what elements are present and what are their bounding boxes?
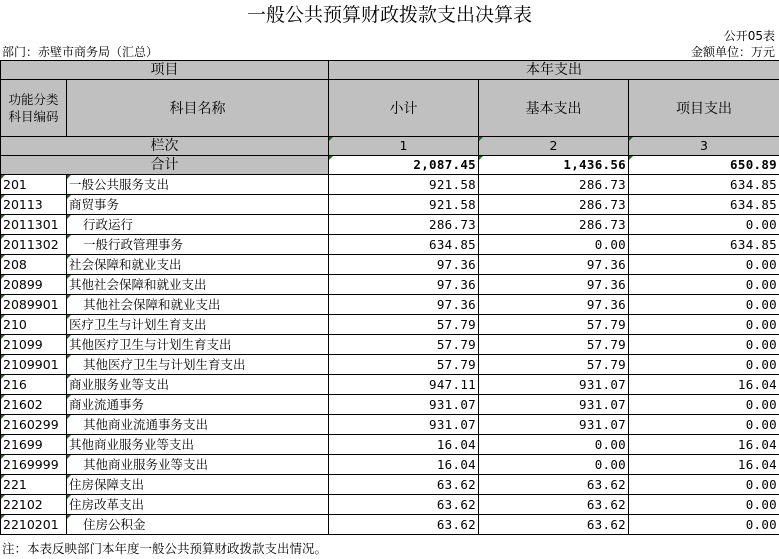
row-project[interactable]: 0.00 bbox=[629, 315, 779, 335]
table-row bbox=[1, 495, 779, 515]
row-basic[interactable]: 97.36 bbox=[479, 255, 629, 275]
header-subtotal[interactable]: 小计 bbox=[329, 80, 479, 137]
row-project[interactable]: 0.00 bbox=[629, 295, 779, 315]
row-subtotal[interactable]: 63.62 bbox=[329, 515, 479, 535]
row-project[interactable]: 0.00 bbox=[629, 415, 779, 435]
row-basic[interactable]: 0.00 bbox=[479, 235, 629, 255]
total-basic[interactable]: 1,436.56 bbox=[479, 156, 629, 175]
row-basic[interactable]: 57.79 bbox=[479, 315, 629, 335]
row-subtotal[interactable]: 16.04 bbox=[329, 435, 479, 455]
row-code[interactable]: 20899 bbox=[1, 275, 67, 295]
row-subject-name[interactable]: 一般行政管理事务 bbox=[67, 235, 329, 255]
table-row bbox=[1, 275, 779, 295]
row-code[interactable]: 22102 bbox=[1, 495, 67, 515]
row-subject-name[interactable]: 其他社会保障和就业支出 bbox=[67, 275, 329, 295]
row-code[interactable]: 201 bbox=[1, 175, 67, 195]
row-subject-name[interactable]: 其他医疗卫生与计划生育支出 bbox=[67, 355, 329, 375]
report-title: 一般公共预算财政拨款支出决算表 bbox=[246, 4, 532, 26]
header-project[interactable]: 项目支出 bbox=[629, 80, 779, 137]
row-project[interactable]: 634.85 bbox=[629, 235, 779, 255]
row-subtotal[interactable]: 16.04 bbox=[329, 455, 479, 475]
row-project[interactable]: 16.04 bbox=[629, 455, 779, 475]
unit-label: 金额单位：万元 bbox=[690, 45, 775, 59]
total-project[interactable]: 650.89 bbox=[629, 156, 779, 175]
row-basic[interactable]: 931.07 bbox=[479, 415, 629, 435]
row-basic[interactable]: 97.36 bbox=[479, 295, 629, 315]
header-basic[interactable]: 基本支出 bbox=[479, 80, 629, 137]
row-basic[interactable]: 63.62 bbox=[479, 515, 629, 535]
row-basic[interactable]: 63.62 bbox=[479, 495, 629, 515]
row-subtotal[interactable]: 63.62 bbox=[329, 495, 479, 515]
table-row bbox=[1, 475, 779, 495]
header-func-code[interactable]: 功能分类科目编码 bbox=[1, 80, 67, 137]
row-subtotal[interactable]: 97.36 bbox=[329, 275, 479, 295]
header-row-columns bbox=[1, 80, 779, 137]
table-row bbox=[1, 455, 779, 475]
row-subtotal[interactable]: 931.07 bbox=[329, 415, 479, 435]
row-subtotal[interactable]: 97.36 bbox=[329, 295, 479, 315]
row-basic[interactable]: 63.62 bbox=[479, 475, 629, 495]
row-subject-name[interactable]: 住房改革支出 bbox=[67, 495, 329, 515]
row-basic[interactable]: 931.07 bbox=[479, 395, 629, 415]
header-col-2[interactable]: 2 bbox=[479, 137, 629, 156]
row-project[interactable]: 16.04 bbox=[629, 435, 779, 455]
row-subtotal[interactable]: 57.79 bbox=[329, 335, 479, 355]
row-subtotal[interactable]: 57.79 bbox=[329, 315, 479, 335]
row-code[interactable]: 2011302 bbox=[1, 235, 67, 255]
footnote: 注：本表反映部门本年度一般公共预算财政拨款支出情况。 bbox=[2, 541, 328, 556]
row-basic[interactable]: 286.73 bbox=[479, 195, 629, 215]
row-basic[interactable]: 0.00 bbox=[479, 435, 629, 455]
table-row bbox=[1, 195, 779, 215]
table-row bbox=[1, 375, 779, 395]
row-subtotal[interactable]: 97.36 bbox=[329, 255, 479, 275]
row-subject-name[interactable]: 其他社会保障和就业支出 bbox=[67, 295, 329, 315]
row-code[interactable]: 208 bbox=[1, 255, 67, 275]
row-subtotal[interactable]: 931.07 bbox=[329, 395, 479, 415]
header-row-top bbox=[1, 61, 779, 80]
table-row bbox=[1, 395, 779, 415]
row-code[interactable]: 221 bbox=[1, 475, 67, 495]
row-subtotal[interactable]: 63.62 bbox=[329, 475, 479, 495]
row-project[interactable]: 0.00 bbox=[629, 475, 779, 495]
row-code[interactable]: 21699 bbox=[1, 435, 67, 455]
row-code[interactable]: 21602 bbox=[1, 395, 67, 415]
row-project[interactable]: 0.00 bbox=[629, 275, 779, 295]
table-row bbox=[1, 255, 779, 275]
header-row-numbers bbox=[1, 137, 779, 156]
row-basic[interactable]: 0.00 bbox=[479, 455, 629, 475]
row-subject-name[interactable]: 其他商业服务业等支出 bbox=[67, 455, 329, 475]
row-basic[interactable]: 57.79 bbox=[479, 335, 629, 355]
row-subject-name[interactable]: 商业服务业等支出 bbox=[67, 375, 329, 395]
row-subtotal[interactable]: 57.79 bbox=[329, 355, 479, 375]
expenditure-table bbox=[0, 60, 779, 535]
header-item[interactable]: 项目 bbox=[1, 61, 329, 80]
row-project[interactable]: 0.00 bbox=[629, 355, 779, 375]
row-subject-name[interactable]: 医疗卫生与计划生育支出 bbox=[67, 315, 329, 335]
row-subject-name[interactable]: 其他医疗卫生与计划生育支出 bbox=[67, 335, 329, 355]
header-current-year[interactable]: 本年支出 bbox=[329, 61, 779, 80]
row-subtotal[interactable]: 921.58 bbox=[329, 175, 479, 195]
table-row bbox=[1, 435, 779, 455]
row-subject-name[interactable]: 商贸事务 bbox=[67, 195, 329, 215]
row-code[interactable]: 21099 bbox=[1, 335, 67, 355]
row-project[interactable]: 16.04 bbox=[629, 375, 779, 395]
row-subtotal[interactable]: 286.73 bbox=[329, 215, 479, 235]
row-code[interactable]: 2089901 bbox=[1, 295, 67, 315]
header-column-no[interactable]: 栏次 bbox=[1, 137, 329, 156]
row-subject-name[interactable]: 社会保障和就业支出 bbox=[67, 255, 329, 275]
row-code[interactable]: 20113 bbox=[1, 195, 67, 215]
row-project[interactable]: 0.00 bbox=[629, 215, 779, 235]
total-subtotal[interactable]: 2,087.45 bbox=[329, 156, 479, 175]
row-subtotal[interactable]: 947.11 bbox=[329, 375, 479, 395]
row-code[interactable]: 216 bbox=[1, 375, 67, 395]
table-row bbox=[1, 415, 779, 435]
total-label[interactable]: 合计 bbox=[1, 156, 329, 175]
row-basic[interactable]: 286.73 bbox=[479, 215, 629, 235]
table-row bbox=[1, 215, 779, 235]
report-tag: 公开05表 bbox=[723, 29, 775, 43]
row-project[interactable]: 634.85 bbox=[629, 195, 779, 215]
row-subject-name[interactable]: 商业流通事务 bbox=[67, 395, 329, 415]
row-basic[interactable]: 97.36 bbox=[479, 275, 629, 295]
row-project[interactable]: 634.85 bbox=[629, 175, 779, 195]
row-basic[interactable]: 57.79 bbox=[479, 355, 629, 375]
row-subject-name[interactable]: 其他商业流通事务支出 bbox=[67, 415, 329, 435]
row-subject-name[interactable]: 住房保障支出 bbox=[67, 475, 329, 495]
table-row bbox=[1, 175, 779, 195]
row-subject-name[interactable]: 住房公积金 bbox=[67, 515, 329, 535]
row-project[interactable]: 0.00 bbox=[629, 495, 779, 515]
row-subtotal[interactable]: 634.85 bbox=[329, 235, 479, 255]
table-row bbox=[1, 315, 779, 335]
table-row bbox=[1, 335, 779, 355]
row-code[interactable]: 2210201 bbox=[1, 515, 67, 535]
row-code[interactable]: 2011301 bbox=[1, 215, 67, 235]
row-project[interactable]: 0.00 bbox=[629, 335, 779, 355]
total-row bbox=[1, 156, 779, 175]
table-row bbox=[1, 515, 779, 535]
header-subject-name[interactable]: 科目名称 bbox=[67, 80, 329, 137]
table-row bbox=[1, 295, 779, 315]
row-code[interactable]: 210 bbox=[1, 315, 67, 335]
row-code[interactable]: 2169999 bbox=[1, 455, 67, 475]
row-project[interactable]: 0.00 bbox=[629, 255, 779, 275]
row-basic[interactable]: 931.07 bbox=[479, 375, 629, 395]
row-basic[interactable]: 286.73 bbox=[479, 175, 629, 195]
header-col-3[interactable]: 3 bbox=[629, 137, 779, 156]
row-subject-name[interactable]: 其他商业服务业等支出 bbox=[67, 435, 329, 455]
row-subtotal[interactable]: 921.58 bbox=[329, 195, 479, 215]
department-label: 部门：赤壁市商务局（汇总） bbox=[2, 45, 159, 59]
row-code[interactable]: 2160299 bbox=[1, 415, 67, 435]
row-subject-name[interactable]: 一般公共服务支出 bbox=[67, 175, 329, 195]
row-project[interactable]: 0.00 bbox=[629, 395, 779, 415]
row-subject-name[interactable]: 行政运行 bbox=[67, 215, 329, 235]
row-project[interactable]: 0.00 bbox=[629, 515, 779, 535]
table-row bbox=[1, 355, 779, 375]
table-row bbox=[1, 235, 779, 255]
header-col-1[interactable]: 1 bbox=[329, 137, 479, 156]
row-code[interactable]: 2109901 bbox=[1, 355, 67, 375]
